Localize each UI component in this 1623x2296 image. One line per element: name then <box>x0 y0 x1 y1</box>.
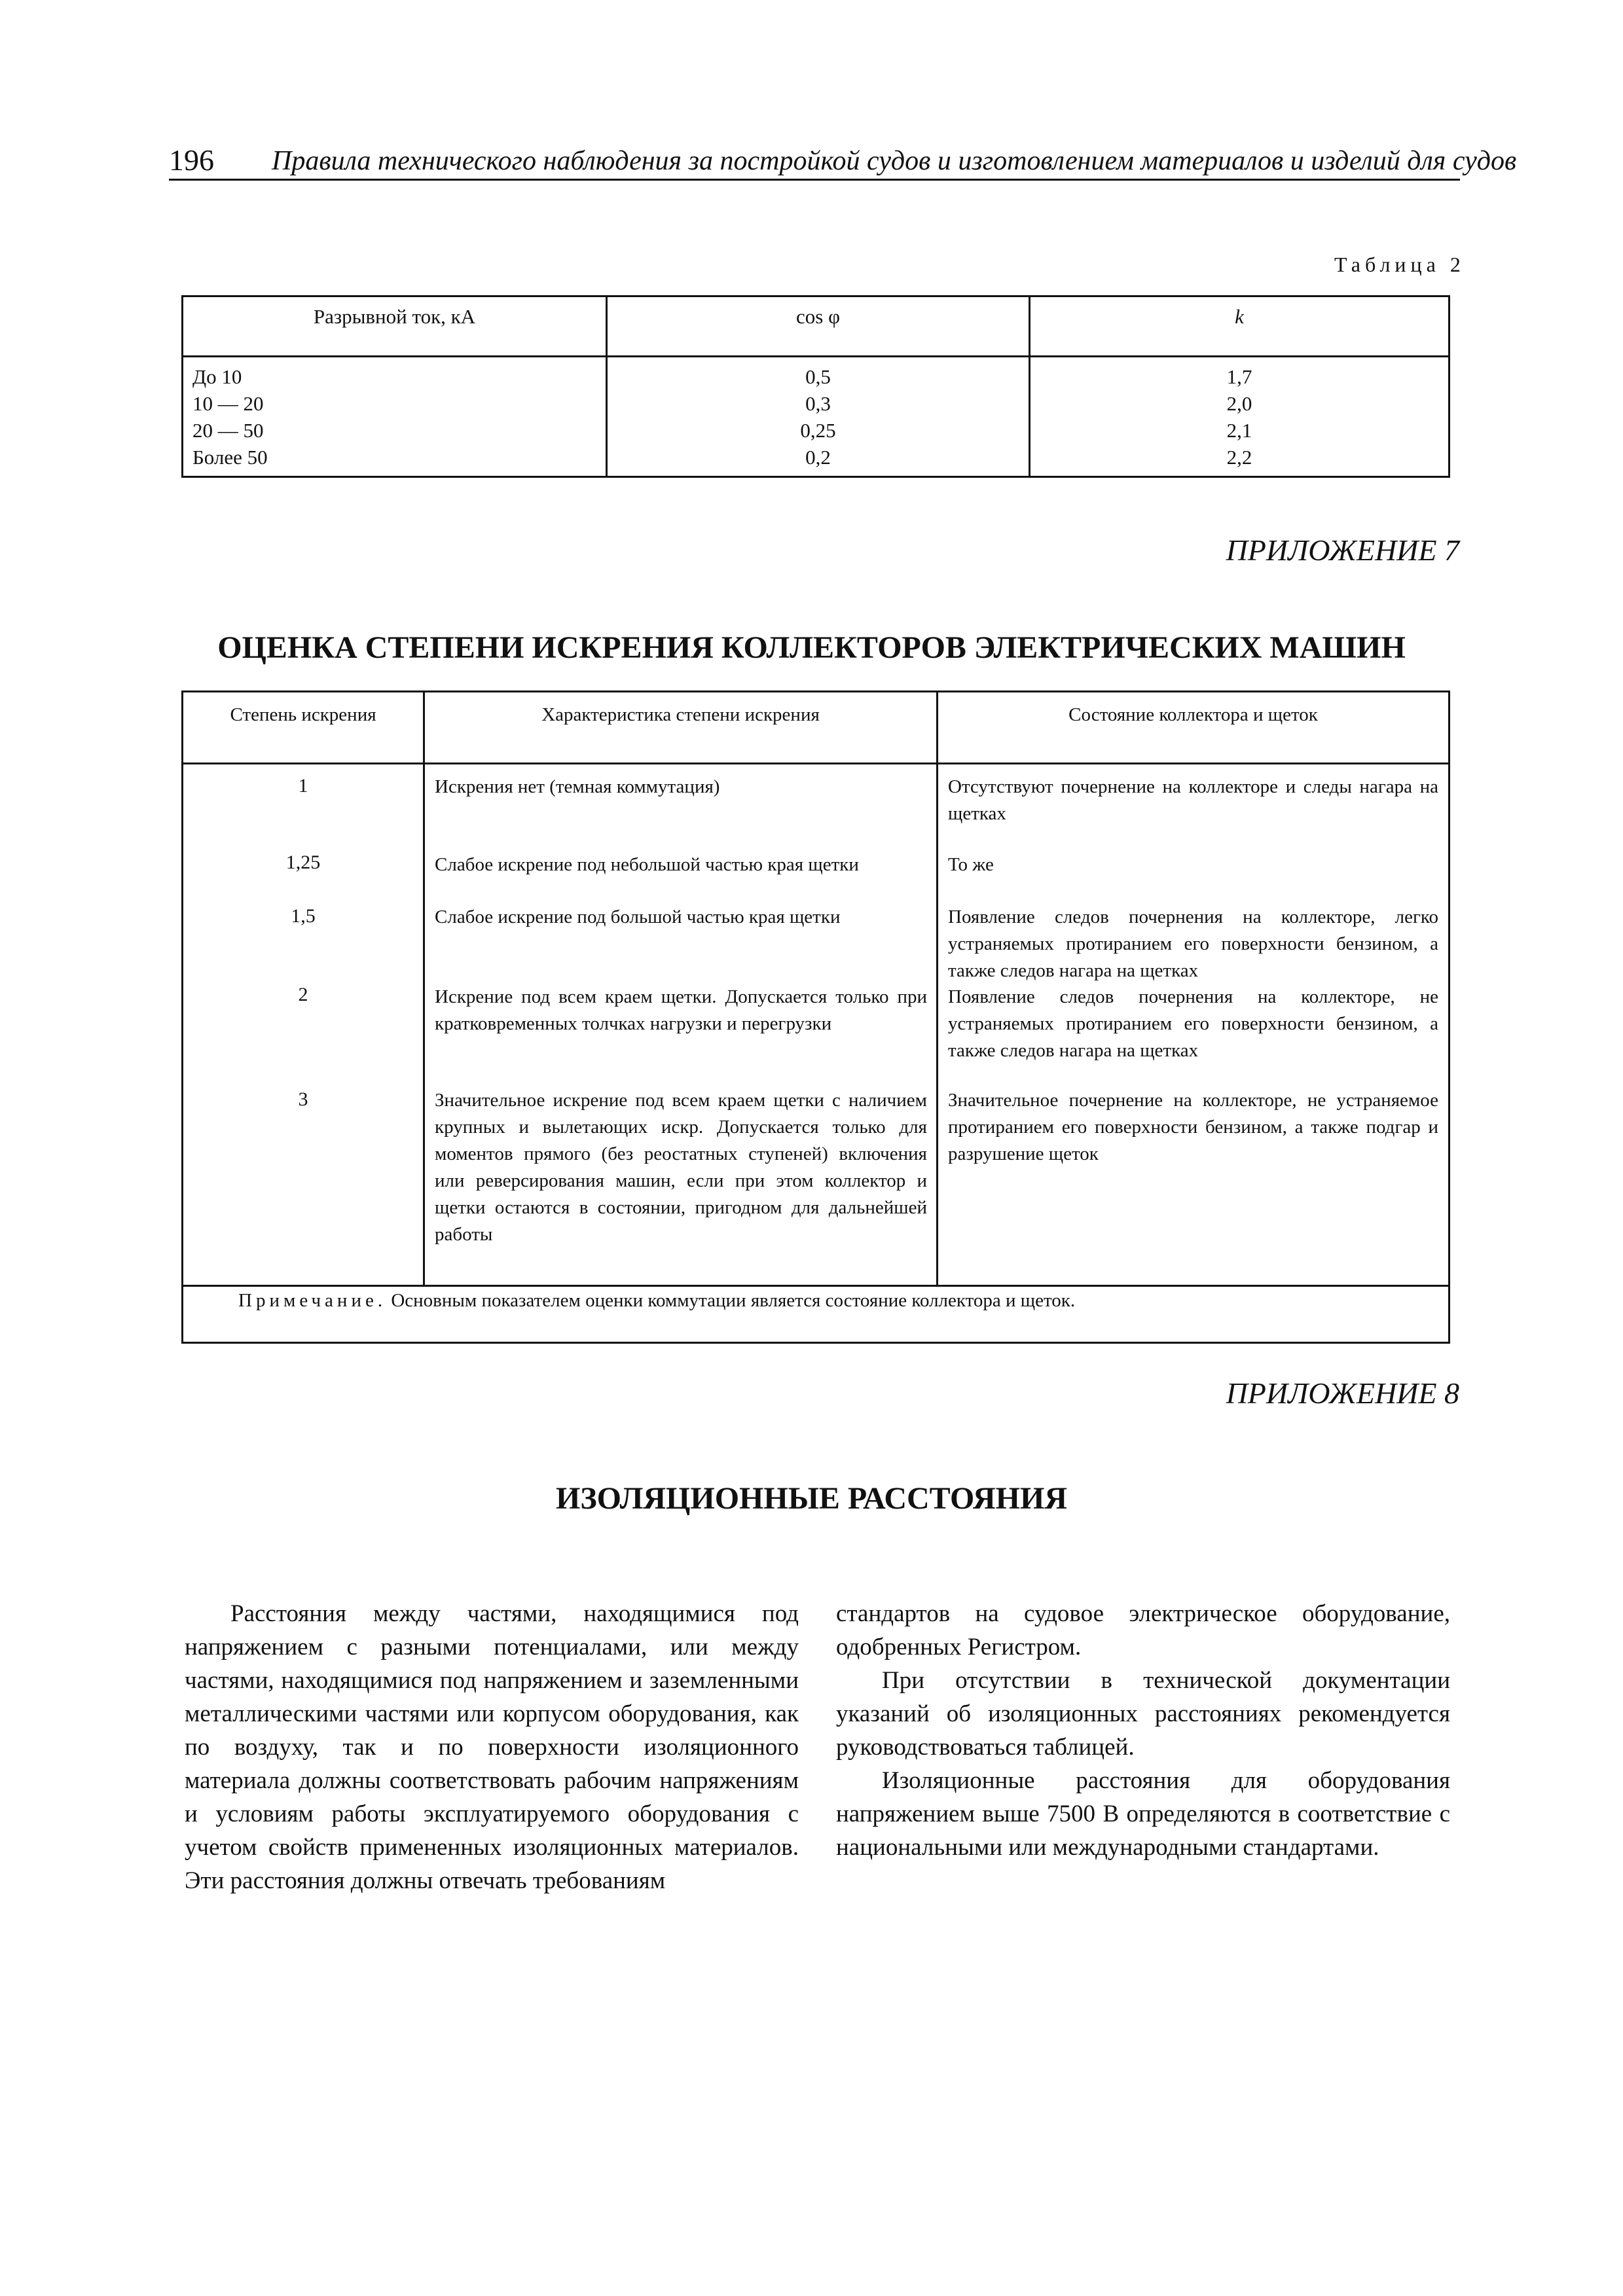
table3-note-rule <box>183 1285 1448 1287</box>
table2-caption: Таблица 2 <box>1334 253 1465 276</box>
sparking-degree: 3 <box>298 1088 308 1110</box>
body-column-left <box>185 1597 799 1897</box>
header-sparking-degree: Степень искрения <box>230 704 376 725</box>
table-cell: 0,2 <box>805 446 831 469</box>
sparking-characteristic: Слабое искрение под небольшой частью края щетки <box>435 854 859 875</box>
table-cell: 2,2 <box>1226 446 1252 469</box>
table-cell: 0,5 <box>805 365 831 388</box>
appendix-8-title: ИЗОЛЯЦИОННЫЕ РАССТОЯНИЯ <box>556 1481 1067 1516</box>
collector-state: То же <box>948 854 994 875</box>
table-cell: 20 — 50 <box>192 419 264 442</box>
table-cell: 0,25 <box>800 419 836 442</box>
table-cell: 2,1 <box>1226 419 1252 442</box>
table-cell: Более 50 <box>192 446 268 469</box>
sparking-degree-table <box>181 691 1450 1344</box>
running-title: Правила технического наблюдения за постройкой судов и изготовлением материалов и изделий для судов <box>272 146 1517 176</box>
table2-cos-column <box>608 357 1029 471</box>
paragraph: При отсутствии в технической документации указаний об изоляционных расстояниях рекомендуется руководствоваться таблицей. <box>836 1667 1450 1761</box>
sparking-degree: 1,25 <box>285 852 321 873</box>
sparking-degree: 2 <box>298 984 308 1005</box>
table3-col-divider <box>936 692 938 1287</box>
table-cell: До 10 <box>192 365 242 388</box>
collector-state: Появление следов почернения на коллекторе, легко устраняемых протиранием его поверхности бензином, а также следов нагара на щетках <box>948 906 1438 981</box>
collector-state: Отсутствуют почернение на коллекторе и следы нагара на щетках <box>948 776 1438 824</box>
sparking-characteristic: Искрение под всем краем щетки. Допускается только при кратковременных толчках нагрузки и перегрузки <box>435 986 927 1034</box>
sparking-characteristic: Слабое искрение под большой частью края щетки <box>435 906 841 927</box>
collector-state: Значительное почернение на коллекторе, не устраняемое протиранием его поверхности бензином, а также подгар и разрушение щеток <box>948 1090 1438 1164</box>
paragraph: стандартов на судовое электрическое оборудование, одобренных Регистром. <box>836 1600 1450 1660</box>
header-k: k <box>1235 305 1244 328</box>
appendix-7-title: ОЦЕНКА СТЕПЕНИ ИСКРЕНИЯ КОЛЛЕКТОРОВ ЭЛЕКТРИЧЕСКИХ МАШИН <box>217 630 1406 665</box>
table2-current-column <box>192 357 598 471</box>
sparking-degree: 1 <box>298 775 308 797</box>
table-cell: 2,0 <box>1226 392 1252 415</box>
note-label: Примечание. <box>238 1290 387 1311</box>
header-breaking-current: Разрывной ток, кА <box>313 305 476 328</box>
table-cell: 10 — 20 <box>192 392 264 415</box>
table2-k-column <box>1030 357 1448 471</box>
table-note <box>238 1290 1075 1312</box>
appendix-8-label: ПРИЛОЖЕНИЕ 8 <box>1226 1376 1459 1410</box>
paragraph: Расстояния между частями, находящимися под напряжением с разными потенциалами, или между частями, находящимися под напряжением и заземленными металлическими частями или корпусом оборудования, как по воздуху, так и по поверхности изоляционного материала должны соответствовать рабочим напряжениям и условиям работы эксплуатируемого оборудования с учетом свойств примененных изоляционных материалов. Эти расстояния должны отвечать требованиям <box>185 1600 799 1894</box>
note-text: Основным показателем оценки коммутации является состояние коллектора и щеток. <box>391 1290 1076 1311</box>
appendix-7-label: ПРИЛОЖЕНИЕ 7 <box>1226 533 1459 567</box>
header-collector-state: Состояние коллектора и щеток <box>1068 704 1318 725</box>
header-cos-phi: cos φ <box>796 305 840 328</box>
sparking-characteristic: Искрения нет (темная коммутация) <box>435 776 720 797</box>
paragraph: Изоляционные расстояния для оборудования напряжением выше 7500 В определяются в соответствие с национальными или международными стандартами. <box>836 1767 1450 1861</box>
breaking-current-table <box>181 295 1450 478</box>
body-column-right <box>836 1597 1450 1864</box>
table3-col-divider <box>423 692 425 1287</box>
table-cell: 0,3 <box>805 392 831 415</box>
page-number: 196 <box>169 143 214 177</box>
table3-header-rule <box>183 762 1448 764</box>
table-cell: 1,7 <box>1226 365 1252 388</box>
sparking-degree: 1,5 <box>291 905 316 927</box>
collector-state: Появление следов почернения на коллекторе, не устраняемых протиранием его поверхности бензином, а также следов нагара на щетках <box>948 986 1438 1061</box>
sparking-characteristic: Значительное искрение под всем краем щетки с наличием крупных и вылетающих искр. Допускается только для моментов прямого (без реостатных ступеней) включения или реверсирования машин, если при этом коллектор и щетки остаются в состоянии, пригодном для дальнейшей работы <box>435 1090 927 1245</box>
header-rule <box>169 179 1460 181</box>
header-sparking-characteristic: Характеристика степени искрения <box>541 704 820 725</box>
